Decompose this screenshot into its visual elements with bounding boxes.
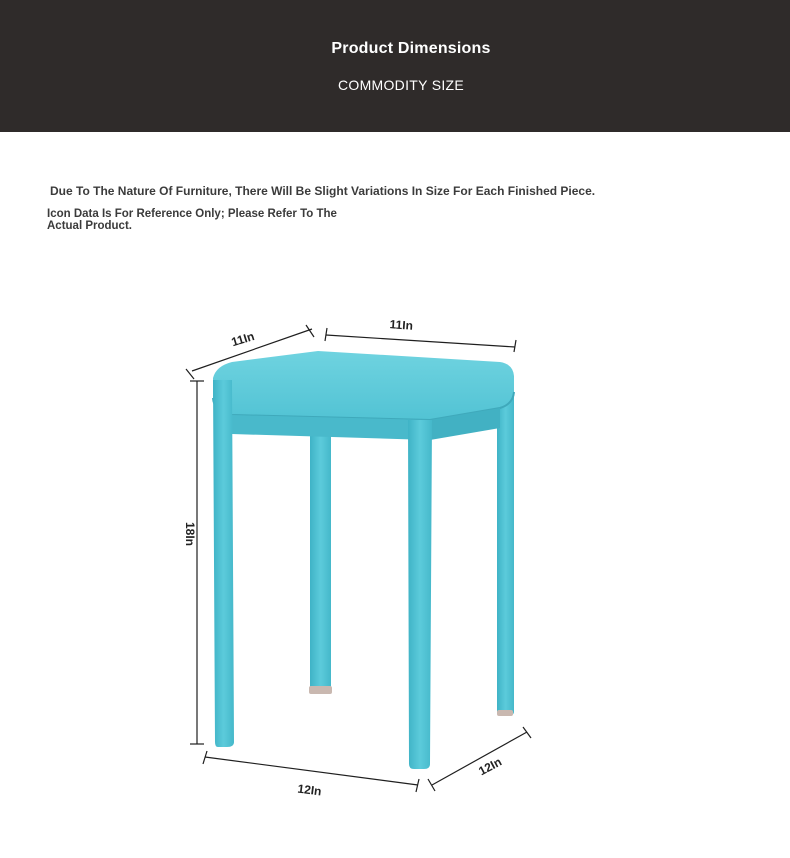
dimension-label-height: 18In	[183, 521, 197, 547]
stool-image	[213, 351, 514, 769]
dimension-label-top-left: 11In	[229, 329, 257, 350]
dimension-label-bottom-left: 12In	[296, 781, 323, 799]
reference-note: Icon Data Is For Reference Only; Please Refer To The Actual Product.	[47, 208, 337, 232]
dimension-label-top-right: 11In	[389, 317, 414, 333]
page-subtitle: COMMODITY SIZE	[337, 77, 465, 93]
page-title: Product Dimensions	[331, 40, 491, 57]
dimension-label-bottom-right: 12In	[476, 754, 505, 779]
variation-note: Due To The Nature Of Furniture, There Will Be Slight Variations In Size For Each Finished Piece.	[50, 184, 596, 198]
